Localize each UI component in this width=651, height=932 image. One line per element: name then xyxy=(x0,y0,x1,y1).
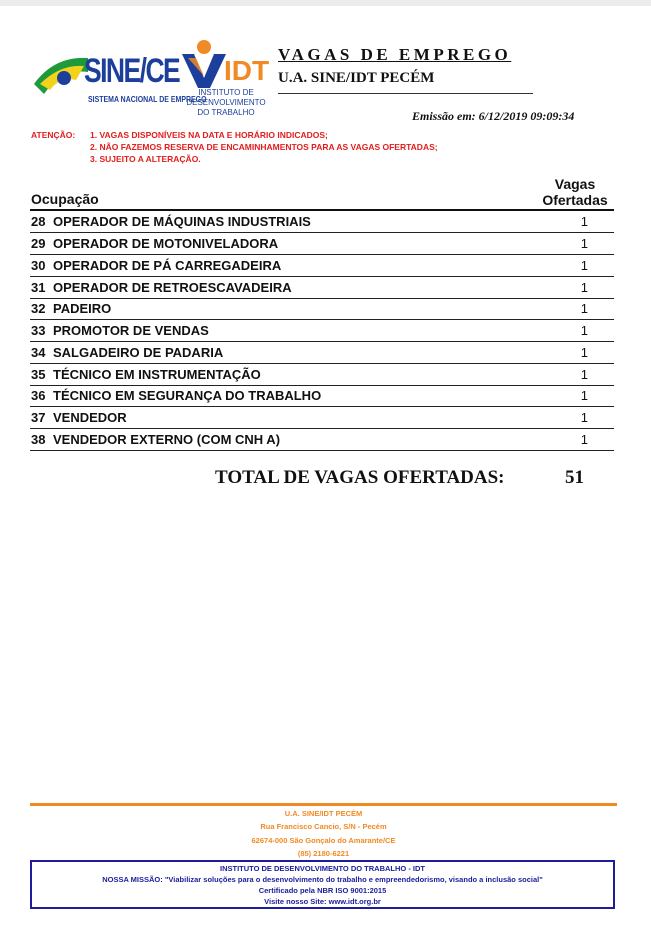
emission-date: Emissão em: 6/12/2019 09:09:34 xyxy=(412,109,575,123)
occupation-name: PROMOTOR DE VENDAS xyxy=(53,323,209,338)
table-row xyxy=(30,407,614,429)
vagas-count: 1 xyxy=(580,280,588,295)
idt-sub-line: INSTITUTO DE xyxy=(198,88,254,97)
row-number: 35 xyxy=(31,367,46,382)
idt-logo-subtitle xyxy=(180,88,272,118)
vagas-count: 1 xyxy=(580,258,588,273)
column-header-vagas xyxy=(536,176,614,208)
row-number: 30 xyxy=(31,258,46,273)
vagas-count: 1 xyxy=(580,323,588,338)
footer-address-line: U.A. SINE/IDT PECÉM xyxy=(284,809,363,818)
occupation-name: OPERADOR DE RETROESCAVADEIRA xyxy=(53,280,292,295)
table-row xyxy=(30,211,614,233)
mission-statement: NOSSA MISSÃO: "Viabilizar soluções para o desenvolvimento do trabalho e empreendedorismo, visando a inclusão social" xyxy=(102,875,543,884)
row-number: 36 xyxy=(31,388,46,403)
table-row xyxy=(30,342,614,364)
sine-logo-text: SINE/CE xyxy=(84,52,180,90)
row-number: 34 xyxy=(31,345,46,360)
row-number: 38 xyxy=(31,432,46,447)
title-divider xyxy=(278,93,533,94)
column-header-occupation: Ocupação xyxy=(31,191,99,207)
idt-logo xyxy=(180,40,272,122)
total-value: 51 xyxy=(565,467,584,488)
warning-item: 2. NÃO FAZEMOS RESERVA DE ENCAMINHAMENTOS PARA AS VAGAS OFERTADAS; xyxy=(90,142,438,152)
occupation-name: OPERADOR DE MOTONIVELADORA xyxy=(53,236,279,251)
footer-divider xyxy=(30,803,617,806)
sine-ce-logo xyxy=(34,52,207,108)
warning-item: 3. SUJEITO A ALTERAÇÃO. xyxy=(90,154,201,164)
row-number: 37 xyxy=(31,410,46,425)
occupation-name: SALGADEIRO DE PADARIA xyxy=(53,345,224,360)
column-header-vagas-line2: Ofertadas xyxy=(542,192,608,208)
mission-box xyxy=(30,860,615,909)
mission-line: Certificado pela NBR ISO 9001:2015 xyxy=(258,886,387,895)
table-row xyxy=(30,429,614,451)
idt-sub-line: DESENVOLVIMENTO xyxy=(186,98,266,107)
idt-sub-line: DO TRABALHO xyxy=(197,108,255,117)
row-number: 29 xyxy=(31,236,46,251)
vagas-count: 1 xyxy=(580,236,588,251)
footer-phone: (85) 2180-6221 xyxy=(297,849,350,858)
idt-logo-text: IDT xyxy=(224,55,270,86)
vagas-count: 1 xyxy=(580,432,588,447)
warning-label: ATENÇÃO: xyxy=(31,130,76,140)
occupation-name: VENDEDOR EXTERNO (COM CNH A) xyxy=(53,432,281,447)
website-link[interactable]: Visite nosso Site: www.idt.org.br xyxy=(264,897,381,906)
vagas-count: 1 xyxy=(580,301,588,316)
page-title: VAGAS DE EMPREGO xyxy=(278,45,512,64)
table-row xyxy=(30,298,614,320)
row-number: 31 xyxy=(31,280,46,295)
vagas-count: 1 xyxy=(580,410,588,425)
vagas-count: 1 xyxy=(580,388,588,403)
footer-address-line: 62674-000 São Gonçalo do Amarante/CE xyxy=(251,836,396,845)
vagas-count: 1 xyxy=(580,367,588,382)
occupation-name: TÉCNICO EM INSTRUMENTAÇÃO xyxy=(53,367,261,382)
vagas-count: 1 xyxy=(580,214,588,229)
table-row xyxy=(30,320,614,342)
row-number: 28 xyxy=(31,214,46,229)
table-row xyxy=(30,233,614,255)
warning-item: 1. VAGAS DISPONÍVEIS NA DATA E HORÁRIO INDICADOS; xyxy=(90,130,328,140)
top-strip xyxy=(0,0,651,6)
occupation-name: VENDEDOR xyxy=(53,410,127,425)
occupation-name: PADEIRO xyxy=(53,301,112,316)
table-row xyxy=(30,385,614,407)
table-row xyxy=(30,277,614,299)
brazil-flag-icon xyxy=(34,54,88,98)
vagas-count: 1 xyxy=(580,345,588,360)
occupation-name: OPERADOR DE MÁQUINAS INDUSTRIAIS xyxy=(53,214,311,229)
column-header-vagas-line1: Vagas xyxy=(554,176,596,192)
table-row xyxy=(30,255,614,277)
row-number: 33 xyxy=(31,323,46,338)
unit-name: U.A. SINE/IDT PECÉM xyxy=(278,70,435,86)
table-row xyxy=(30,364,614,386)
total-label: TOTAL DE VAGAS OFERTADAS: xyxy=(215,467,505,488)
occupation-name: TÉCNICO EM SEGURANÇA DO TRABALHO xyxy=(53,388,322,403)
row-number: 32 xyxy=(31,301,46,316)
occupation-name: OPERADOR DE PÁ CARREGADEIRA xyxy=(53,258,282,273)
idt-mark-icon xyxy=(180,40,272,90)
mission-line: INSTITUTO DE DESENVOLVIMENTO DO TRABALHO - IDT xyxy=(219,864,425,873)
footer-address-line: Rua Francisco Cancio, S/N - Pecém xyxy=(260,822,387,831)
sine-logo-subtitle: SISTEMA NACIONAL DE EMPREGO xyxy=(88,94,207,104)
